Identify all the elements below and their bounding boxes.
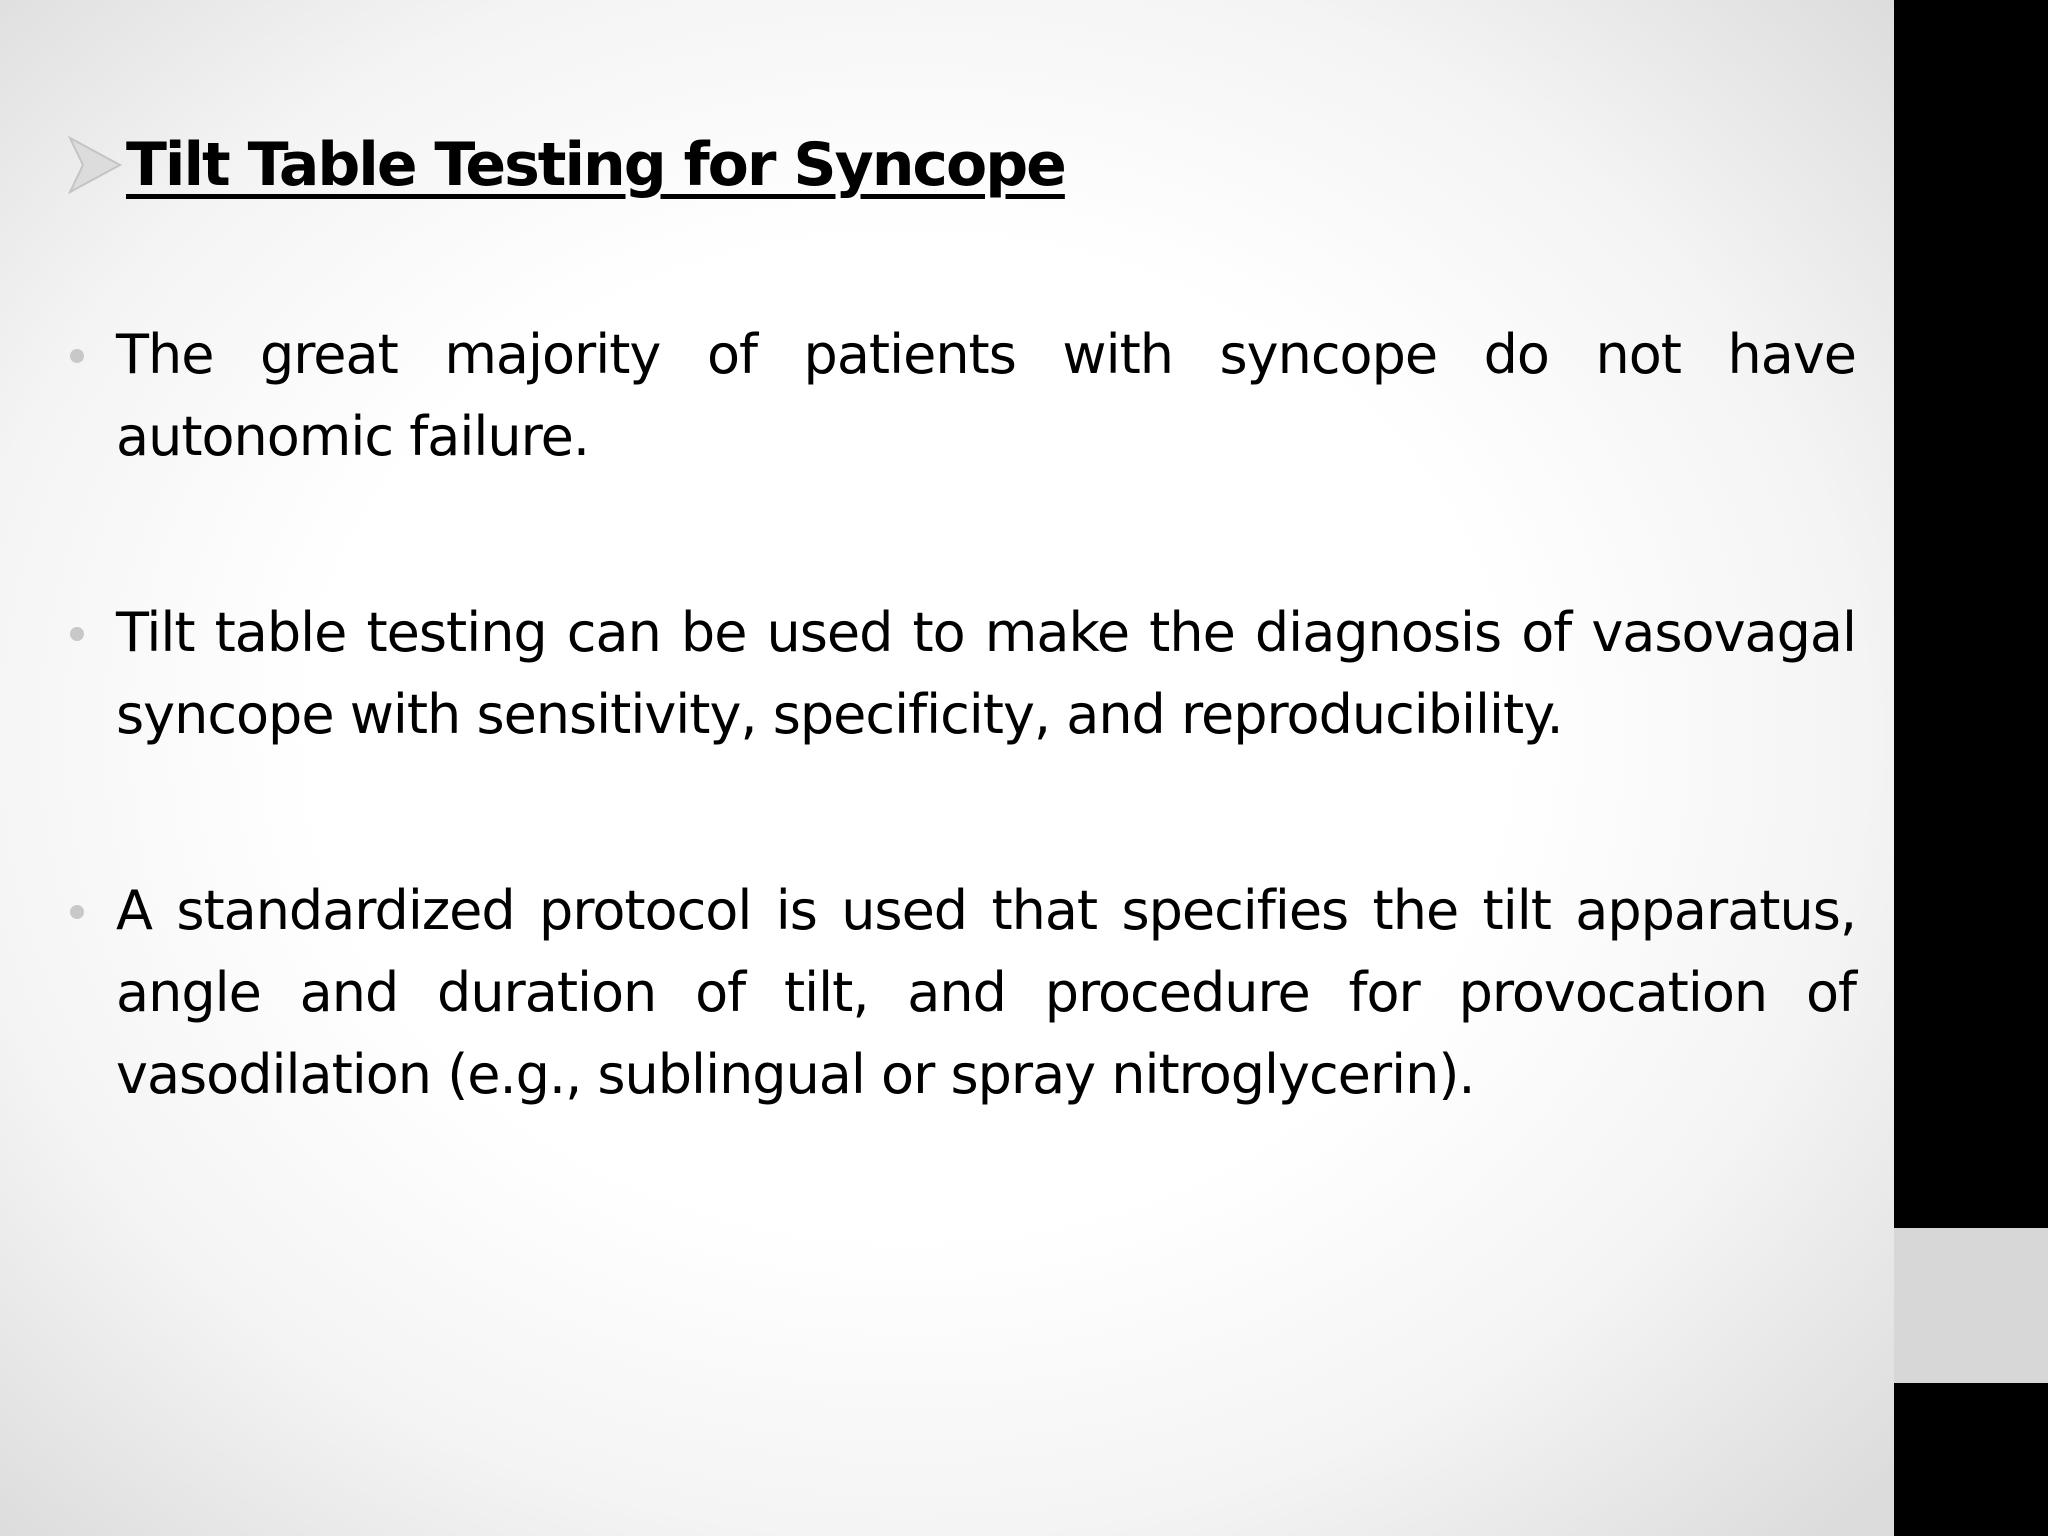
list-item xyxy=(66,870,1856,1116)
bullet-text: A standardized protocol is used that specifies the tilt apparatus, angle and duration of tilt, and procedure for provocation of vasodilation (e.g., sublingual or spray nitroglycerin). xyxy=(116,879,1856,1106)
page-title: Tilt Table Testing for Syncope xyxy=(126,130,1065,200)
bullet-dot-icon xyxy=(70,627,84,641)
list-item xyxy=(66,314,1856,478)
bullet-text: Tilt table testing can be used to make the diagnosis of vasovagal syncope with sensitivity, specificity, and reproducibility. xyxy=(116,601,1856,746)
bullet-list xyxy=(66,314,1856,1230)
arrow-bullet-icon xyxy=(66,134,124,196)
bullet-dot-icon xyxy=(70,905,84,919)
bullet-text: The great majority of patients with syncope do not have autonomic failure. xyxy=(116,323,1856,468)
side-bar-accent xyxy=(1894,1228,2048,1383)
list-item xyxy=(66,592,1856,756)
bullet-dot-icon xyxy=(70,349,84,363)
title-row xyxy=(66,120,1065,210)
